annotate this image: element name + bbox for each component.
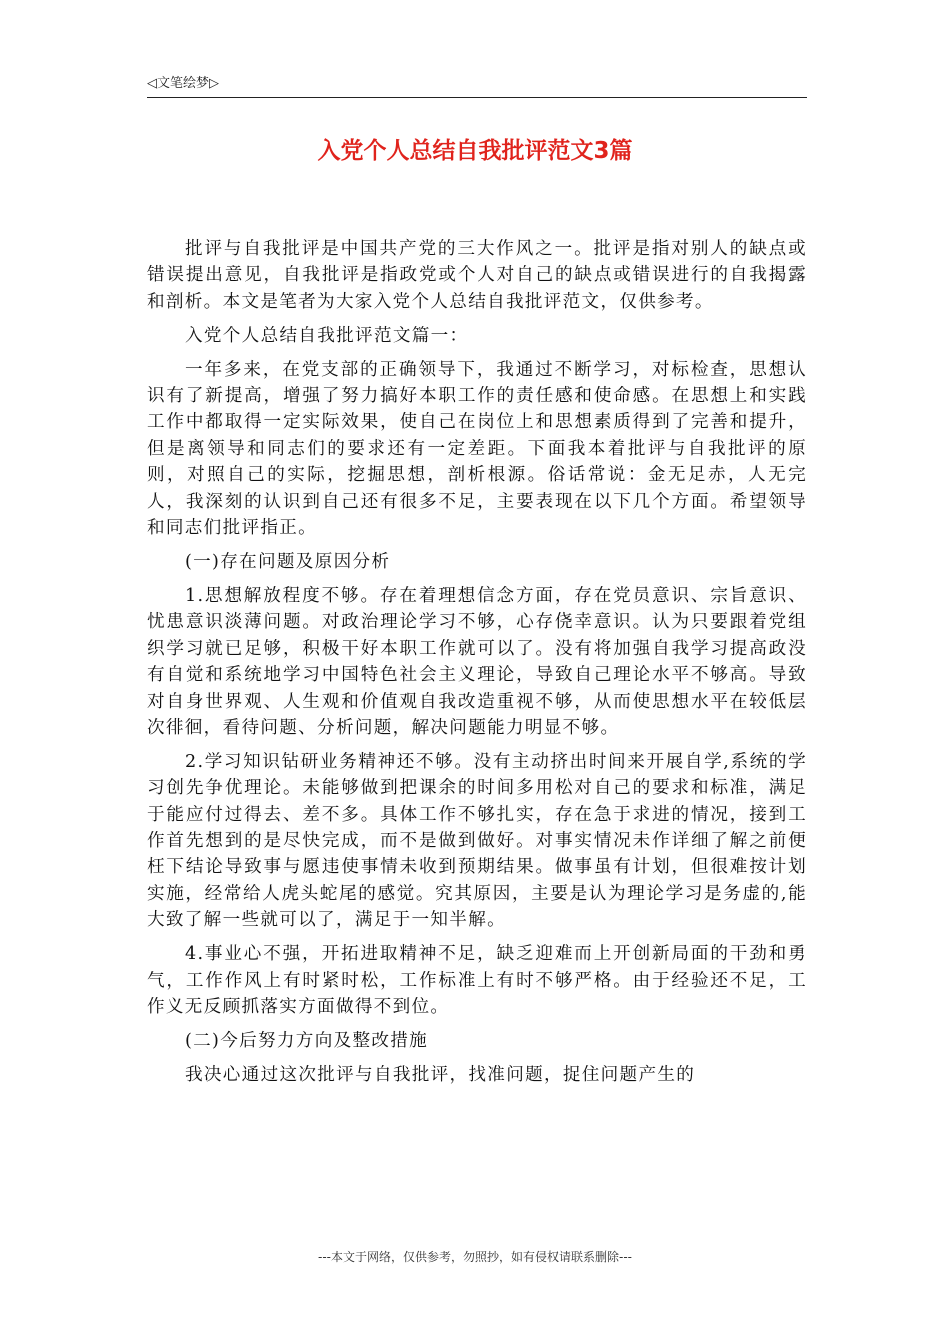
intro-paragraph: 批评与自我批评是中国共产党的三大作风之一。批评是指对别人的缺点或错误提出意见，自我批评是指政党或个人对自己的缺点或错误进行的自我揭露和剖析。本文是笔者为大家入党个人总结自我批评范文，仅供参考。 bbox=[147, 239, 807, 312]
list-item-paragraph: 2.学习知识钻研业务精神还不够。没有主动挤出时间来开展自学,系统的学习创先争优理论。未能够做到把课余的时间多用松对自己的要求和标准，满足于能应付过得去、差不多。具体工作不够扎实，存在急于求进的情况，接到工作首先想到的是尽快完成，而不是做到做好。对事实情况未作详细了解之前便枉下结论导致事与愿违使事情未收到预期结果。做事虽有计划，但很难按计划实施，经常给人虎头蛇尾的感觉。究其原因，主要是认为理论学习是务虚的,能大致了解一些就可以了，满足于一知半解。 bbox=[147, 751, 807, 931]
body-paragraph: 我决心通过这次批评与自我批评，找准问题，捉住问题产生的 bbox=[185, 1064, 696, 1085]
header-divider bbox=[147, 97, 807, 98]
body-paragraph: 一年多来，在党支部的正确领导下，我通过不断学习，对标检查，思想认识有了新提高，增强了努力搞好本职工作的责任感和使命感。在思想上和实践工作中都取得一定实际效果，使自己在岗位上和思想素质得到了完善和提升，但是离领导和同志们的要求还有一定差距。下面我本着批评与自我批评的原则，对照自己的实际，挖掘思想，剖析根源。俗话常说：金无足赤，人无完人，我深刻的认识到自己还有很多不足，主要表现在以下几个方面。希望领导和同志们批评指正。 bbox=[147, 359, 807, 539]
subsection-heading-problems: (一)存在问题及原因分析 bbox=[185, 551, 391, 572]
document-title: 入党个人总结自我批评范文3篇 bbox=[317, 138, 633, 164]
list-item-paragraph: 4.事业心不强，开拓进取精神不足，缺乏迎难而上开创新局面的干劲和勇气，工作作风上有时紧时松，工作标准上有时不够严格。由于经验还不足，工作义无反顾抓落实方面做得不到位。 bbox=[147, 944, 807, 1017]
document-body bbox=[147, 236, 807, 1096]
list-item-paragraph: 1.思想解放程度不够。存在着理想信念方面，存在党员意识、宗旨意识、忧患意识淡薄问题。对政治理论学习不够，心存侥幸意识。认为只要跟着党组织学习就已足够，积极干好本职工作就可以了。没有将加强自我学习提高政没有自觉和系统地学习中国特色社会主义理论，导致自己理论水平不够高。导致对自身世界观、人生观和价值观自我改造重视不够，从而使思想水平在较低层次徘徊，看待问题、分析问题，解决问题能力明显不够。 bbox=[147, 585, 807, 738]
footer-disclaimer: ---本文于网络，仅供参考，勿照抄，如有侵权请联系删除--- bbox=[318, 1250, 632, 1264]
section-heading-part-one: 入党个人总结自我批评范文篇一： bbox=[185, 325, 469, 346]
header-brand: ◁文笔绘梦▷ bbox=[147, 76, 219, 91]
subsection-heading-measures: (二)今后努力方向及整改措施 bbox=[185, 1030, 429, 1051]
